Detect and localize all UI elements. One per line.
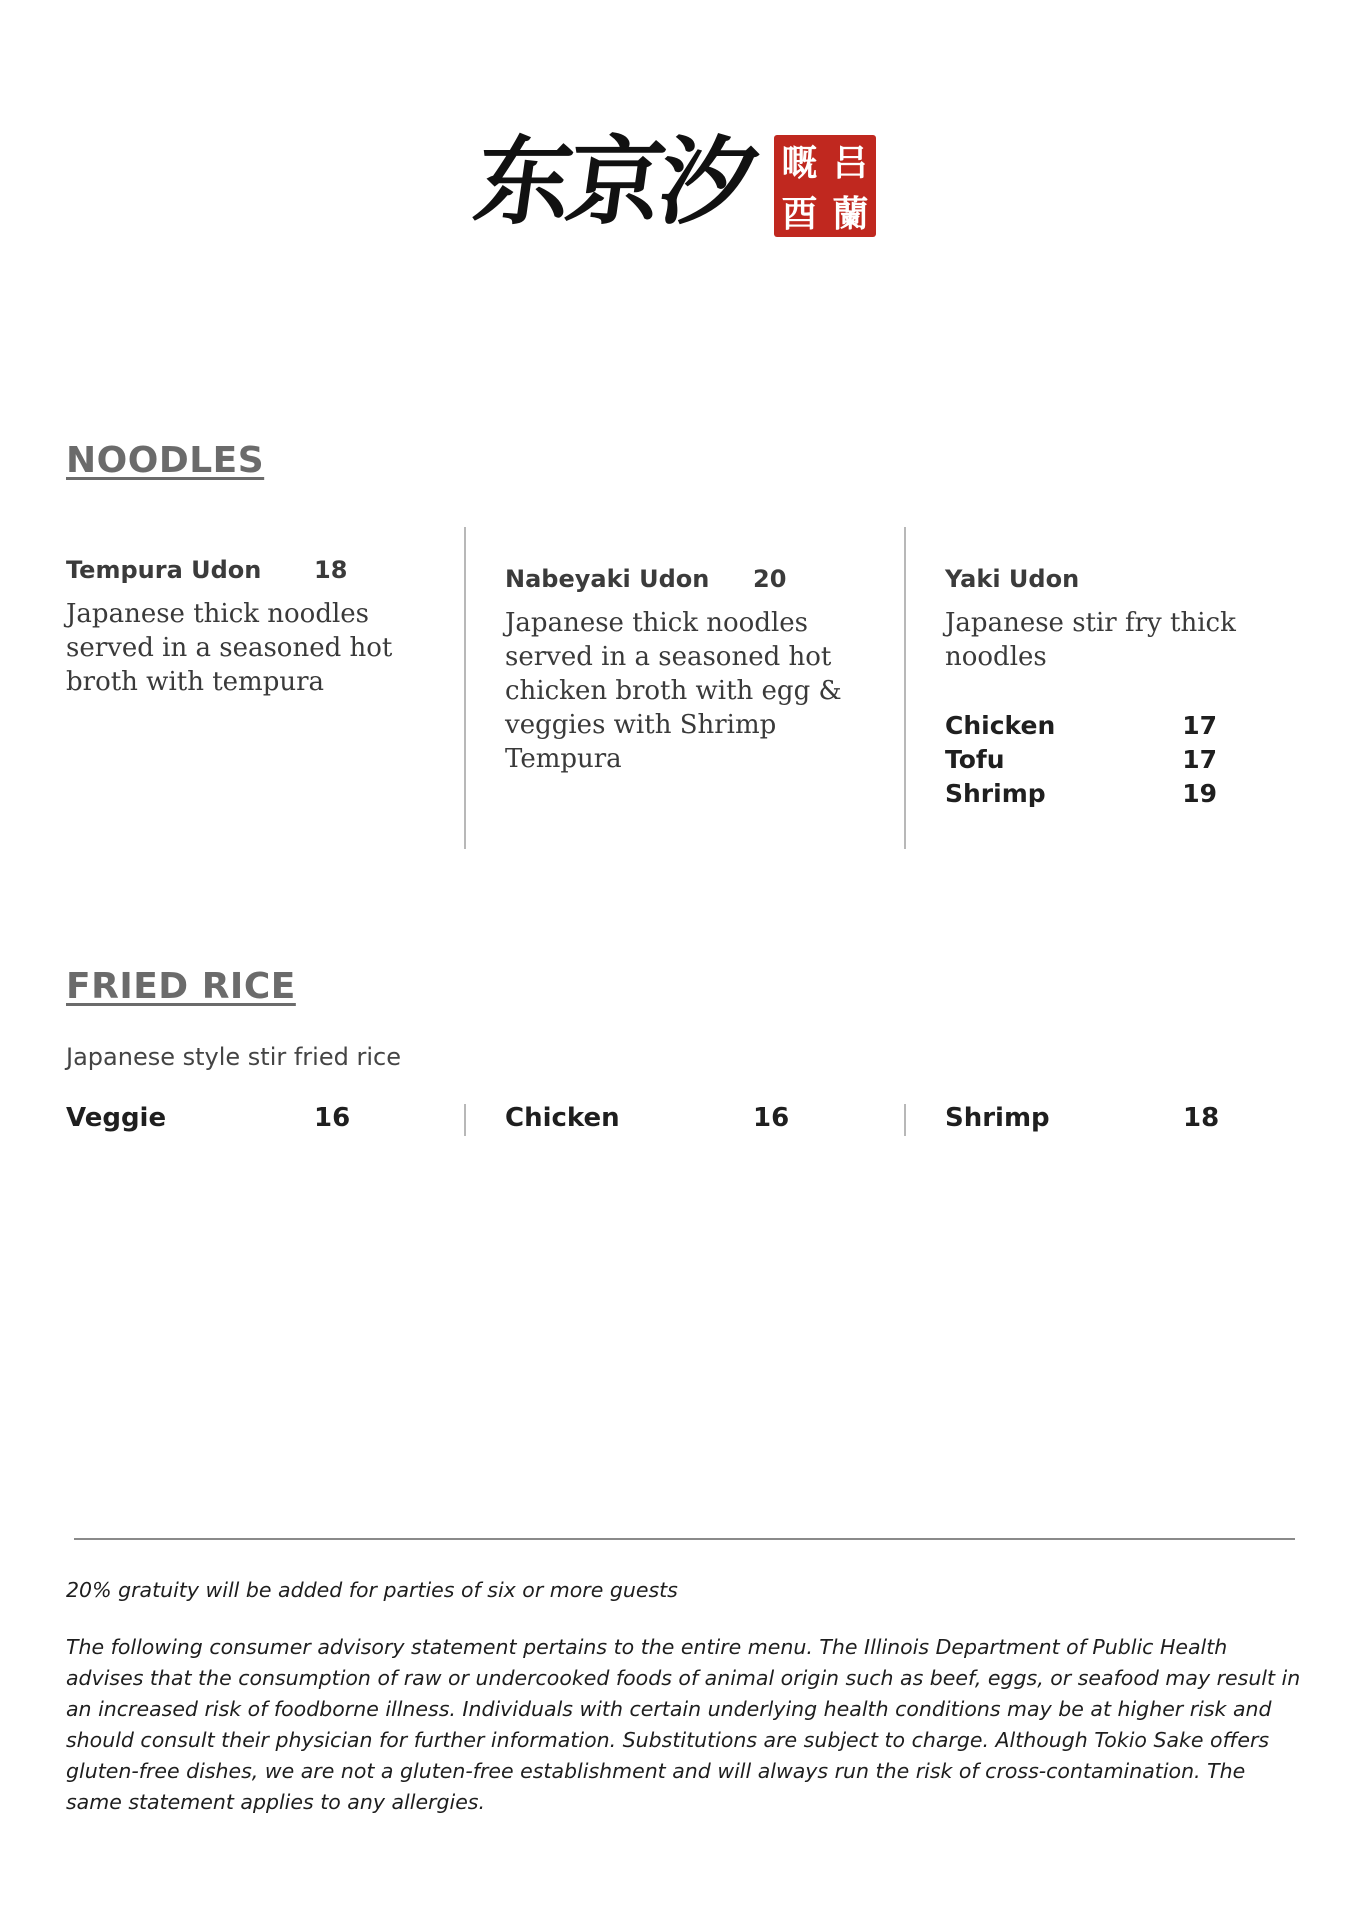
fried-rice-item-name: Veggie bbox=[66, 1103, 167, 1133]
menu-option-row bbox=[945, 779, 1217, 813]
menu-item-name: Yaki Udon bbox=[945, 565, 1080, 593]
column-divider bbox=[464, 1104, 466, 1136]
fried-rice-item-price: 18 bbox=[1183, 1103, 1220, 1133]
gratuity-note: 20% gratuity will be added for parties of six or more guests bbox=[66, 1578, 678, 1602]
fried-rice-item-price: 16 bbox=[314, 1103, 351, 1133]
consumer-advisory: The following consumer advisory statement pertains to the entire menu. The Illinois Department of Public Health advises that the consumption of raw or undercooked foods of animal origin such as beef, eggs, or seafood may result in an increased risk of foodborne illness. Individuals with certain underlying health conditions may be at higher risk and should consult their physician for further information. Substitutions are subject to charge. Although Tokio Sake offers gluten-free dishes, we are not a gluten-free establishment and will always run the risk of cross-contamination. The same statement applies to any allergies. bbox=[66, 1635, 1301, 1814]
option-name: Tofu bbox=[945, 745, 1005, 774]
fried-rice-item-name: Chicken bbox=[505, 1103, 620, 1133]
option-price: 17 bbox=[1182, 745, 1217, 774]
fried-rice-item-price: 16 bbox=[753, 1103, 790, 1133]
seal-char: 嘅 bbox=[781, 142, 818, 184]
option-name: Shrimp bbox=[945, 779, 1046, 808]
menu-option-row bbox=[945, 711, 1217, 745]
fried-rice-description: Japanese style stir fried rice bbox=[66, 1043, 401, 1071]
column-divider bbox=[904, 1104, 906, 1136]
column-divider bbox=[464, 527, 466, 849]
seal-char: 蘭 bbox=[832, 193, 869, 235]
seal-char: 吕 bbox=[832, 142, 869, 184]
option-price: 19 bbox=[1182, 779, 1217, 808]
logo-red-seal bbox=[774, 135, 876, 237]
menu-item-description: Japanese stir fry thick noodles bbox=[945, 608, 1236, 672]
menu-item-description: Japanese thick noodles served in a seasoned hot broth with tempura bbox=[66, 599, 393, 697]
footer-divider bbox=[74, 1538, 1295, 1540]
menu-item-price: 20 bbox=[753, 565, 787, 593]
option-name: Chicken bbox=[945, 711, 1056, 740]
seal-char: 酉 bbox=[781, 193, 818, 235]
menu-item-name: Nabeyaki Udon bbox=[505, 565, 710, 593]
logo-brush-calligraphy: 东京汐 bbox=[468, 125, 761, 238]
menu-item-price: 18 bbox=[314, 556, 348, 584]
fried-rice-heading: FRIED RICE bbox=[66, 966, 296, 1007]
column-divider bbox=[904, 527, 906, 849]
menu-item-name: Tempura Udon bbox=[66, 556, 262, 584]
menu-option-row bbox=[945, 745, 1217, 779]
menu-item-description: Japanese thick noodles served in a seasoned hot chicken broth with egg & veggies with Shrimp Tempura bbox=[505, 608, 842, 774]
fried-rice-item-name: Shrimp bbox=[945, 1103, 1050, 1133]
noodles-heading: NOODLES bbox=[66, 440, 265, 481]
option-price: 17 bbox=[1182, 711, 1217, 740]
